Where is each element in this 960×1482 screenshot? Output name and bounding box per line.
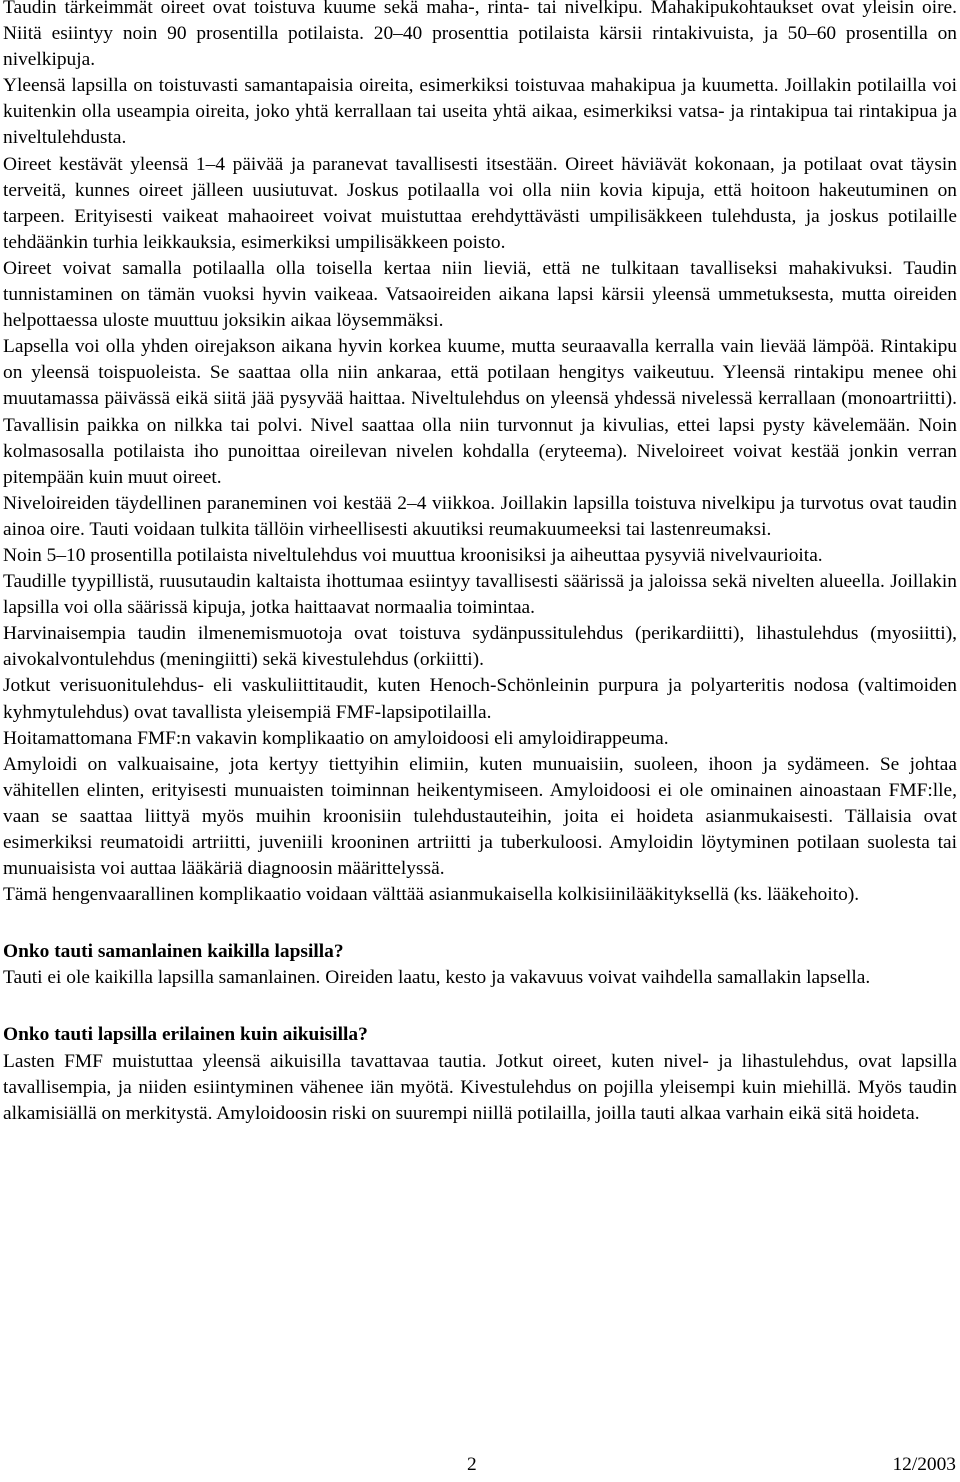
paragraph-rare-manifestations: Harvinaisempia taudin ilmenemismuotoja ovat toistuva sydänpussitulehdus (perikardiitti), lihastulehdus (myosiitti), aivokalvontulehdus (meningiitti) sekä kivestulehdus (orkiitti). <box>3 623 957 671</box>
paragraph-colchicine: Tämä hengenvaarallinen komplikaatio voidaan välttää asianmukaisella kolkisiinilääkityksellä (ks. lääkehoito). <box>3 884 860 906</box>
paragraph-chronic-arthritis: Noin 5–10 prosentilla potilaista niveltulehdus voi muuttua kroonisiksi ja aiheuttaa pysyviä nivelvaurioita. <box>3 544 823 566</box>
paragraph-amyloid-description: Amyloidi on valkuaisaine, jota kertyy tiettyihin elimiin, kuten munuaisiin, suoleen, ihoon ja sydämeen. Se johtaa vähitellen elinten, erityisesti munuaisten toiminnan heikentymiseen. Amyloidoosi ei ole ominainen ainoastaan FMF:lle, vaan se saattaa liittyä myös muihin kroonisiin tulehdustauteihin, joita ei hoideta asianmukaisesti. Tällaisia ovat esimerkiksi reumatoidi artriitti, juveniili krooninen artriitti ja tuberkuloosi. Amyloidin löytyminen potilaan suolesta tai munuaisista voi auttaa lääkäriä diagnoosin määrittelyssä. <box>3 753 957 880</box>
section-heading: Onko tauti samanlainen kaikilla lapsilla? <box>3 941 344 963</box>
section-heading: Onko tauti lapsilla erilainen kuin aikuisilla? <box>3 1024 368 1046</box>
section-children-vs-adults <box>3 1022 957 1126</box>
paragraph-mild-symptoms: Oireet voivat samalla potilaalla olla toisella kertaa niin lieviä, että ne tulkitaan tavalliseksi mahakivuksi. Taudin tunnistaminen on tämän vuoksi hyvin vaikeaa. Vatsaoireiden aikana lapsi kärsii yleensä ummetuksesta, mutta oireiden helpottaessa uloste muuttuu joksikin aikaa löysemmäksi. <box>3 257 957 332</box>
paragraph-recurring-symptoms: Yleensä lapsilla on toistuvasti samantapaisia oireita, esimerkiksi toistuvaa mahakipua ja kuumetta. Joillakin potilailla voi kuitenkin olla useampia oireita, joko yhtä kerrallaan tai useita yhtä aikaa, esimerkiksi vatsa- ja rintakipua tai rintakipua ja niveltulehdusta. <box>3 75 957 149</box>
section-same-in-all-children <box>3 939 957 991</box>
document-page <box>3 0 957 1127</box>
paragraph-vasculitis: Jotkut verisuonitulehdus- eli vaskuliittitaudit, kuten Henoch-Schönleinin purpura ja polyarteritis nodosa (valtimoiden kyhmytulehdus) ovat tavallista yleisempiä FMF-lapsipotilailla. <box>3 675 957 723</box>
paragraph-fever-chest-joint: Lapsella voi olla yhden oirejakson aikana hyvin korkea kuume, mutta seuraavalla kerralla vain lievää lämpöä. Rintakipu on yleensä toispuoleista. Se saattaa olla niin ankaraa, että potilaan hengitys vaikeutuu. Yleensä rintakipu menee ohi muutamassa päivässä eikä siitä jää pysyvää haittaa. Niveltulehdus on yleensä yhdessä nivelessä kerrallaan (monoartriitti). Tavallisin paikka on nilkka tai polvi. Nivel saattaa olla niin turvonnut ja kivulias, ettei lapsi pysty kävelemään. Noin kolmasosalla potilaista iho punoittaa oireilevan nivelen kohdalla (eryteema). Niveloireet voivat kestää jonkin verran pitempään kuin muut oireet. <box>3 336 957 488</box>
paragraph-amyloidosis-intro: Hoitamattomana FMF:n vakavin komplikaatio on amyloidoosi eli amyloidirappeuma. <box>3 727 669 749</box>
body-text <box>3 0 957 908</box>
section-text: Lasten FMF muistuttaa yleensä aikuisilla tavattavaa tautia. Jotkut oireet, kuten nivel- ja lihastulehdus, ovat lapsilla tavallisempia, ja niiden esiintyminen vähenee iän myötä. Kivestulehdus on pojilla yleisempi kuin miehillä. Myös taudin alkamisiällä on merkitystä. Amyloidoosin riski on suurempi niillä potilailla, joilla tauti alkaa varhain eikä sitä hoideta. <box>3 1050 957 1124</box>
paragraph-symptom-duration: Oireet kestävät yleensä 1–4 päivää ja paranevat tavallisesti itsestään. Oireet häviävät kokonaan, ja potilaat ovat täysin terveitä, kunnes oireet jälleen uusiutuvat. Joskus potilaalla voi olla niin kovia kipuja, että hoitoon hakeutuminen on tarpeen. Erityisesti vaikeat mahaoireet voivat muistuttaa erehdyttävästi umpilisäkkeen tulehdusta, ja joskus potilaille tehdäänkin turhia leikkauksia, esimerkiksi umpilisäkkeen poisto. <box>3 153 957 253</box>
paragraph-symptoms-overview: Taudin tärkeimmät oireet ovat toistuva kuume sekä maha-, rinta- tai nivelkipu. Mahakipukohtaukset ovat yleisin oire. Niitä esiintyy noin 90 prosentilla potilaista. 20–40 prosenttia potilaista kärsii rintakivuista, ja 50–60 prosentilla on nivelkipuja. <box>3 0 957 71</box>
paragraph-joint-recovery: Niveloireiden täydellinen paraneminen voi kestää 2–4 viikkoa. Joillakin lapsilla toistuva nivelkipu ja turvotus ovat taudin ainoa oire. Tauti voidaan tulkita tällöin virheellisesti akuutiksi reumakuumeeksi tai lastenreumaksi. <box>3 492 957 540</box>
footer-date: 12/2003 <box>892 1454 956 1475</box>
page-footer <box>0 1452 960 1478</box>
page-number: 2 <box>467 1454 477 1475</box>
paragraph-rash: Taudille tyypillistä, ruusutaudin kaltaista ihottumaa esiintyy tavallisesti säärissä ja jaloissa sekä nivelten alueella. Joillakin lapsilla voi olla säärissä kipuja, jotka haittaavat normaalia toimintaa. <box>3 571 957 619</box>
section-text: Tauti ei ole kaikilla lapsilla samanlainen. Oireiden laatu, kesto ja vakavuus voivat vaihdella samallakin lapsella. <box>3 967 871 989</box>
